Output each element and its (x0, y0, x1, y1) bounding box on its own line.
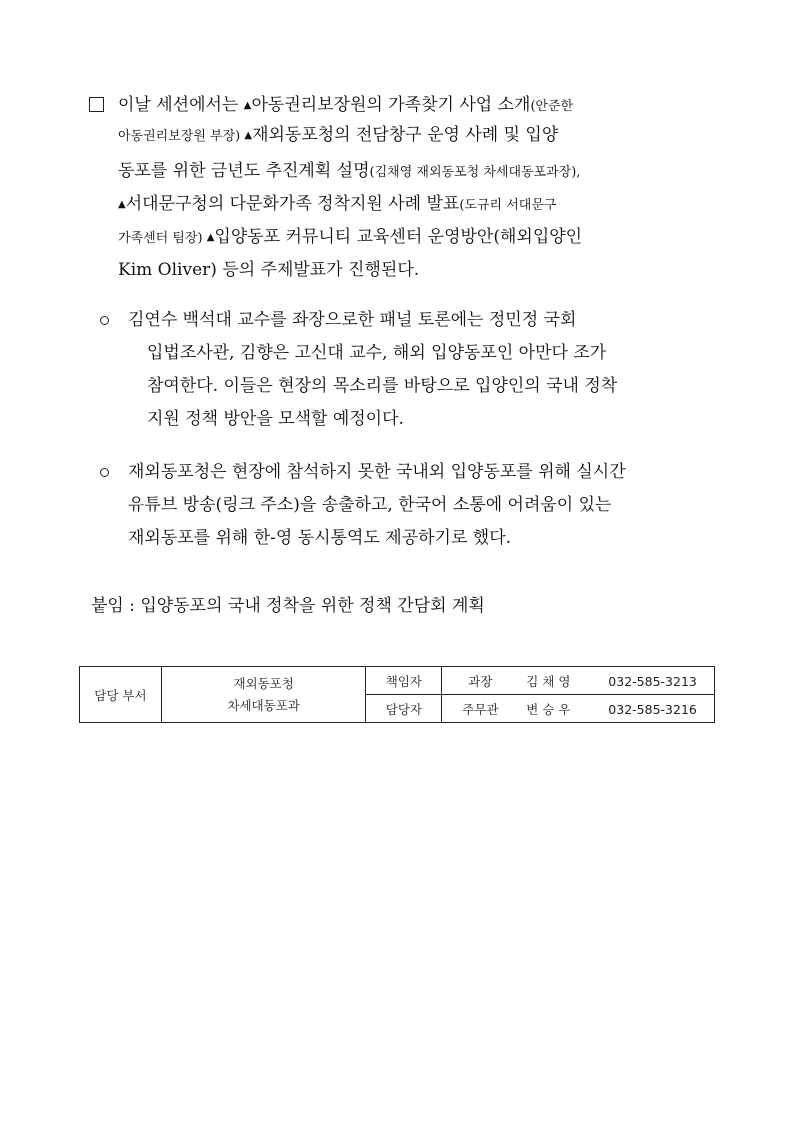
panel-line-3: 참여한다. 이들은 현장의 목소리를 바탕으로 입양인의 국내 정착 (147, 376, 618, 396)
intro-line-5: 가족센터 팀장) ▲입양동포 커뮤니티 교육센터 운영방안(해외입양인 (118, 227, 583, 247)
triangle-bullet-icon: ▲ (243, 100, 252, 111)
circle-bullet-icon (100, 316, 109, 325)
intro-line-3: 동포를 위한 금년도 추진계획 설명(김채영 재외동포청 차세대동포과장), (118, 161, 581, 181)
dept-label: 담당 부서 (80, 667, 162, 723)
dept-name: 재외동포청 차세대동포과 (161, 667, 366, 723)
triangle-bullet-icon: ▲ (206, 232, 215, 243)
panel-line-1: 김연수 백석대 교수를 좌장으로한 패널 토론에는 정민정 국회 (128, 310, 577, 330)
broadcast-line-2: 유튜브 방송(링크 주소)을 송출하고, 한국어 소통에 어려움이 있는 (128, 495, 612, 515)
square-bullet-icon (89, 97, 104, 112)
circle-bullet-icon (100, 468, 109, 477)
broadcast-line-1: 재외동포청은 현장에 참석하지 못한 국내외 입양동포를 위해 실시간 (128, 462, 626, 482)
intro-line-4: ▲서대문구청의 다문화가족 정착지원 사례 발표(도규리 서대문구 (118, 194, 557, 214)
contact-person: 과장 김 채 영 032-585-3213 (442, 667, 715, 695)
intro-line-2: 아동권리보장원 부장) ▲재외동포청의 전담창구 운영 사례 및 입양 (118, 125, 559, 145)
role-label: 책임자 (366, 667, 442, 695)
contact-table (79, 666, 715, 723)
triangle-bullet-icon: ▲ (118, 199, 126, 210)
triangle-bullet-icon: ▲ (244, 130, 253, 141)
intro-line-1: 이날 세션에서는 ▲아동권리보장원의 가족찾기 사업 소개(안준한 (118, 95, 574, 115)
broadcast-line-3: 재외동포를 위해 한-영 동시통역도 제공하기로 했다. (128, 528, 512, 548)
intro-line-6: Kim Oliver) 등의 주제발표가 진행된다. (118, 260, 420, 280)
role-label: 담당자 (366, 695, 442, 723)
panel-line-4: 지원 정책 방안을 모색할 예정이다. (147, 409, 404, 429)
contact-person: 주무관 변 승 우 032-585-3216 (442, 695, 715, 723)
attachment-line: 붙임 : 입양동포의 국내 정착을 위한 정책 간담회 계획 (91, 596, 485, 616)
contact-row-1 (80, 667, 715, 695)
panel-line-2: 입법조사관, 김향은 고신대 교수, 해외 입양동포인 아만다 조가 (147, 343, 607, 363)
